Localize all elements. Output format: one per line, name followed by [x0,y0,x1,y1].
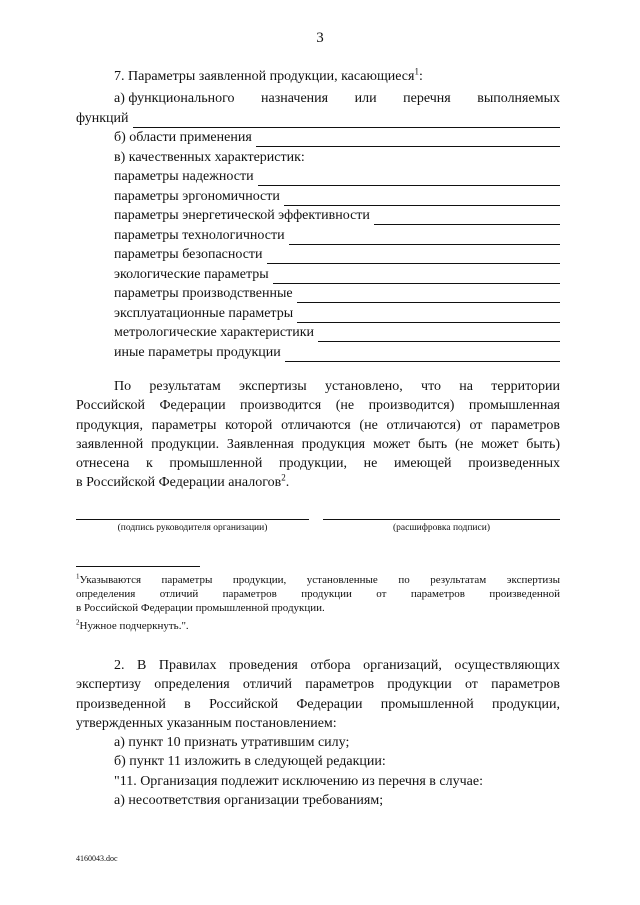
param-row [114,344,560,362]
conclusion-line: отнесена к промышленной продукции, не имеющей произведенных [76,456,560,472]
param-blank-reliability[interactable] [258,173,560,186]
section2-last-line: утвержденных указанным постановлением: [76,715,337,731]
item-a-field [76,110,560,128]
param-blank-other[interactable] [285,349,560,362]
footnote-1-mark: 1 [76,572,80,581]
param-row [114,168,560,186]
item-b-blank[interactable] [256,134,560,147]
signature-caption: (подпись руководителя организации) [117,523,268,533]
footnote-1-line [76,573,560,587]
section2-paragraph [76,656,560,733]
param-blank-metrology[interactable] [318,329,560,342]
item-a-continuation: функций [76,111,129,126]
conclusion-line: Российской Федерации производится (не производится) промышленная [76,398,560,414]
param-blank-operational[interactable] [297,310,560,323]
section2-item-b: б) пункт 11 изложить в следующей редакции: [114,754,386,770]
section7-heading-text: 7. Параметры заявленной продукции, касающиеся [114,69,415,84]
section2-item-11: "11. Организация подлежит исключению из перечня в случае: [114,773,483,789]
param-row [114,207,560,225]
param-label-ecology: экологические параметры [114,267,269,282]
footnote-ref-2: 2 [281,472,286,483]
footnote-1-line: определения отличий параметров продукции от параметров произведенной [76,588,560,600]
footnote-2 [76,619,560,633]
param-blank-safety[interactable] [267,251,560,264]
param-blank-technology[interactable] [289,232,560,245]
param-label-production: параметры производственные [114,286,293,301]
param-row [114,227,560,245]
item-a-word-2: назначения [261,91,329,106]
conclusion-last-text: в Российской Федерации аналогов [76,475,282,491]
item-v-label: в) качественных характеристик: [114,150,305,165]
param-blank-ergonomics[interactable] [284,193,560,206]
item-a-word-5: выполняемых [477,91,560,106]
param-label-safety: параметры безопасности [114,247,263,262]
param-label-energy: параметры энергетической эффективности [114,208,370,223]
conclusion-line: заявленной продукции. Заявленная продукция может быть (не может быть) [76,436,560,452]
param-label-reliability: параметры надежности [114,169,254,184]
param-row [114,246,560,264]
param-row [114,188,560,206]
item-b-label: б) области применения [114,130,252,145]
conclusion-line: По результатам экспертизы установлено, что на территории [114,379,560,394]
item-b-field [114,129,560,147]
param-blank-energy[interactable] [374,212,560,225]
param-row [114,324,560,342]
document-id: 4160043.doc [76,854,118,863]
param-blank-ecology[interactable] [273,271,560,284]
footnote-2-text: Нужное подчеркнуть.". [79,620,189,632]
footnote-1-text: Указываются параметры продукции, установленные по результатам экспертизы [79,574,560,586]
page-number: 3 [316,30,324,46]
section7-heading [114,68,423,86]
section2-line: 2. В Правилах проведения отбора организаций, осуществляющих [114,658,560,673]
footnote-separator [76,566,200,567]
param-label-operational: эксплуатационные параметры [114,306,294,321]
param-row [114,266,560,284]
item-a-word-1: а) функционального [114,91,235,106]
param-blank-production[interactable] [297,290,560,303]
section2-item-11a: а) несоответствия организации требованиям; [114,792,384,808]
section7-heading-colon: : [418,69,423,84]
conclusion-last-line [76,473,560,492]
section2-line: экспертизу определения отличий параметров продукции от параметров [76,677,560,693]
section2-item-a: а) пункт 10 признать утратившим силу; [114,735,350,750]
param-label-ergonomics: параметры эргономичности [114,189,280,204]
item-a-word-4: перечня [403,91,451,106]
signature-line[interactable] [76,519,309,520]
item-a-line [114,90,560,108]
footnote-1-last-line: в Российской Федерации промышленной продукции. [76,602,325,614]
signature-decode-caption: (расшифровка подписи) [393,523,490,533]
param-label-technology: параметры технологичности [114,228,285,243]
conclusion-line: продукция, параметры которой отличаются (не отличаются) от параметров [76,417,560,433]
param-row [114,305,560,323]
section2-items [114,733,560,810]
footnote-1 [76,573,560,615]
conclusion-period: . [285,475,290,491]
param-label-other: иные параметры продукции [114,345,281,360]
footnote-2-mark: 2 [76,618,80,627]
section2-line: произведенной в Российской Федерации промышленной продукции, [76,696,560,712]
signature-decode-line[interactable] [323,519,560,520]
param-label-metrology: метрологические характеристики [114,325,315,340]
conclusion-paragraph [76,377,560,493]
item-a-word-3: или [354,91,377,106]
footnote-ref-1: 1 [414,66,419,77]
param-row [114,285,560,303]
item-a-blank[interactable] [133,115,561,128]
